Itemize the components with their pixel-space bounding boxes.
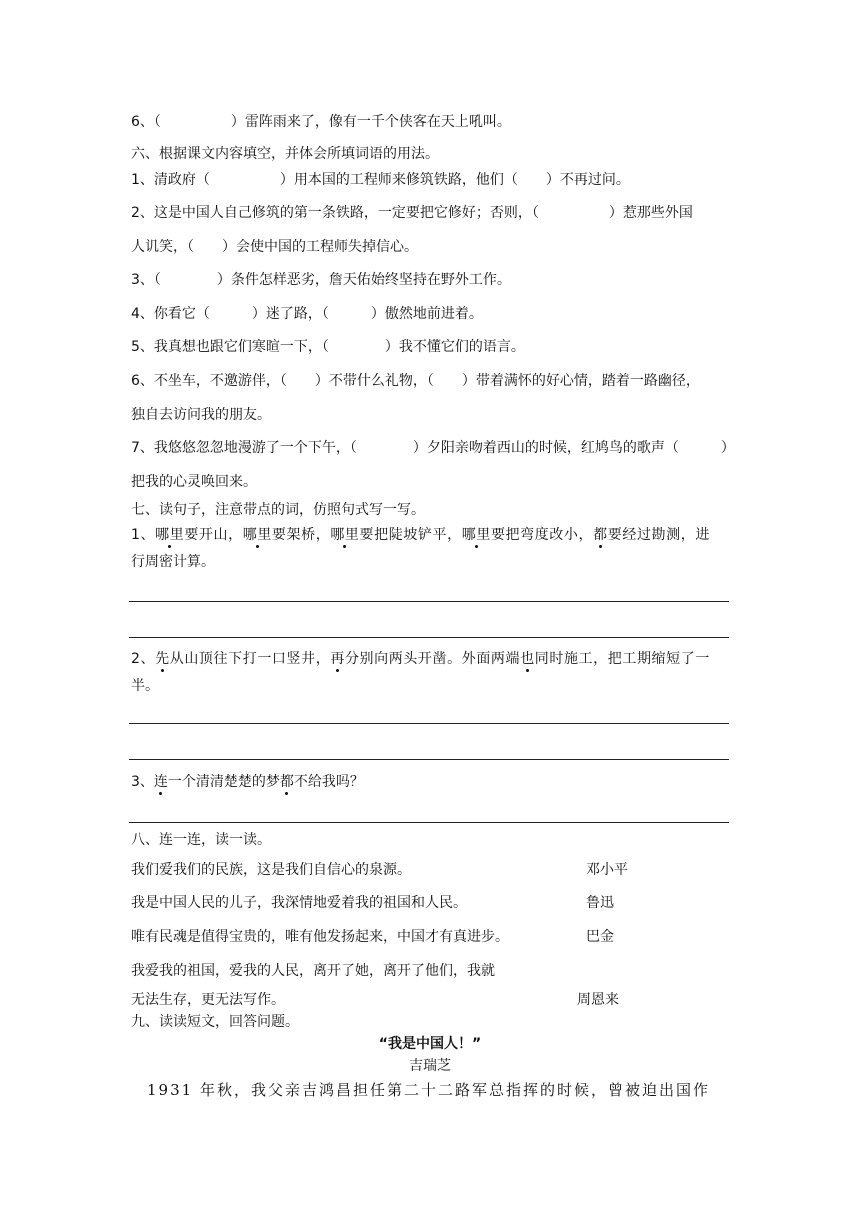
s7-q2-line1 [131,650,710,668]
s6-item7-line2: 把我的心灵唤回来。 [131,474,257,490]
essay-title: “我是中国人！” [378,1036,482,1052]
dotted-word: 连 [153,774,168,790]
dotted-word: 再 [330,651,345,667]
text: 要架桥， [271,527,331,543]
q6-item6: 6、（ ）雷阵雨来了，像有一千个侠客在天上吼叫。 [131,114,511,130]
author-1: 邓小平 [586,862,628,878]
quote-4-line1: 我爱我的祖国，爱我的人民，离开了她，离开了他们，我就 [131,963,495,979]
s7-q3-number: 3、 [131,774,154,790]
dotted-word: 都 [593,527,608,543]
s6-item4: 4、你看它（ ）迷了路，（ ）傲然地前进着。 [131,306,483,322]
s6-item6-line2: 独自去访问我的朋友。 [131,407,271,423]
dotted-word: 哪里 [461,527,491,543]
text: 要开山， [184,527,243,543]
section-9-heading: 九、读读短文，回答问题。 [131,1014,299,1030]
s7-q2-number: 2、 [131,651,156,667]
essay-paragraph: 1931 年秋，我父亲吉鸿昌担任第二十二路军总指挥的时候，曾被迫出国作 [147,1081,710,1099]
author-3: 巴金 [586,929,614,945]
text: 不给我吗？ [293,774,364,790]
dotted-word: 哪里 [330,527,360,543]
s6-item6-line1: 6、不坐车，不邀游伴，（ ）不带什么礼物，（ ）带着满怀的好心情，踏着一路幽径， [131,373,700,389]
s7-q2-line2: 半。 [131,678,159,694]
answer-line[interactable] [129,637,729,638]
text: 分别向两头开凿。外面两端 [344,651,521,667]
dotted-word: 也 [520,651,535,667]
dotted-word: 哪里 [242,527,272,543]
s6-item5: 5、我真想也跟它们寒暄一下，（ ）我不懂它们的语言。 [131,339,525,355]
s6-item2-line1: 2、这是中国人自己修筑的第一条铁路，一定要把它修好；否则，（ ）惹那些外国 [131,205,693,221]
dotted-word: 都 [279,774,294,790]
text: 要经过勘测，进 [607,527,710,543]
s7-q1-number: 1、 [131,527,156,543]
section-8-heading: 八、连一连，读一读。 [131,832,271,848]
s7-q3 [131,773,364,791]
s6-item3: 3、（ ）条件怎样恶劣，詹天佑始终坚持在野外工作。 [131,272,511,288]
dotted-word: 先 [155,651,170,667]
quote-3: 唯有民魂是值得宝贵的，唯有他发扬起来，中国才有真进步。 [131,929,509,945]
text: 一个清清楚楚的梦 [167,774,280,790]
text: 要把陡坡铲平， [359,527,462,543]
answer-line[interactable] [129,601,729,602]
s7-q1-line2: 行周密计算。 [131,554,215,570]
quote-2: 我是中国人民的儿子，我深情地爱着我的祖国和人民。 [131,895,467,911]
author-4: 周恩来 [577,992,619,1008]
essay-author: 吉瑞芝 [409,1058,451,1074]
dotted-word: 哪里 [155,527,185,543]
author-2: 鲁迅 [586,895,614,911]
s6-item2-line2: 人讥笑，（ ）会使中国的工程师失掉信心。 [131,239,418,255]
s6-item1: 1、清政府（ ）用本国的工程师来修筑铁路，他们（ ）不再过问。 [131,172,630,188]
text: 同时施工，把工期缩短了一 [534,651,710,667]
text: 从山顶往下打一口竖井， [169,651,331,667]
s6-item7-line1: 7、我悠悠忽忽地漫游了一个下午，（ ）夕阳亲吻着西山的时候，红鸠鸟的歌声（ ） [131,440,735,456]
section-6-heading: 六、根据课文内容填空，并体会所填词语的用法。 [131,146,439,162]
quote-1: 我们爱我们的民族，这是我们自信心的泉源。 [131,862,411,878]
answer-line[interactable] [129,723,729,724]
answer-line[interactable] [129,759,729,760]
text: 要把弯度改小， [490,527,594,543]
section-7-heading: 七、读句子，注意带点的词，仿照句式写一写。 [131,502,425,518]
quote-4-line2: 无法生存，更无法写作。 [131,992,285,1008]
s7-q1-line1 [131,526,710,544]
answer-line[interactable] [129,822,729,823]
